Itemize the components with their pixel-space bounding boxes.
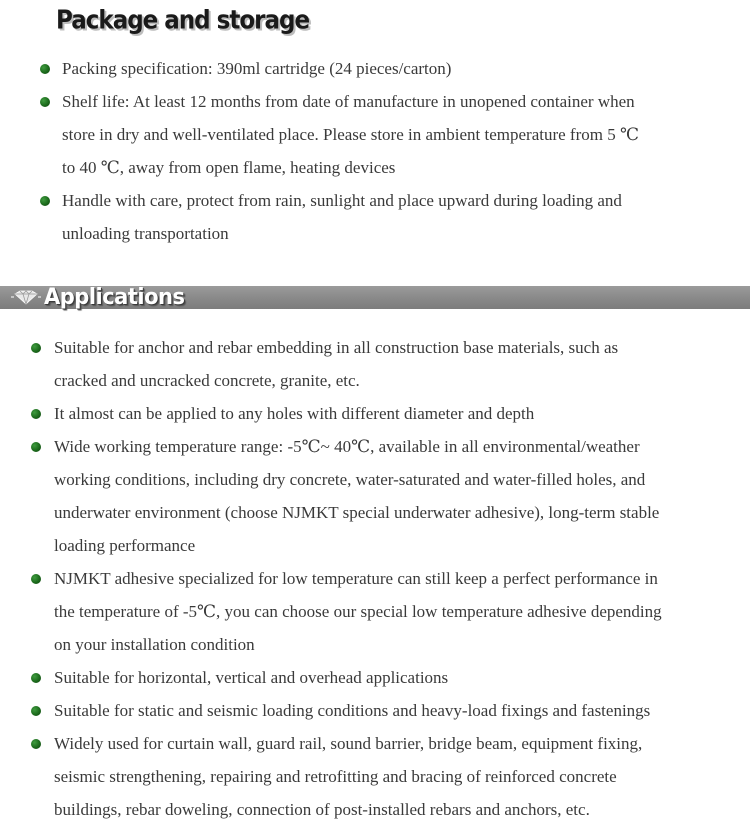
bullet-icon [31,673,41,683]
list-item [54,397,662,430]
list-item [62,52,639,85]
list-item [54,430,662,562]
list-item-text: buildings, rebar doweling, connection of post-installed rebars and anchors, etc. [54,800,590,819]
list-item-text: unloading transportation [62,224,229,243]
list-item-text: to 40 ℃, away from open flame, heating devices [62,158,396,177]
applications-heading: Applications [44,284,185,310]
bullet-icon [31,739,41,749]
list-item [54,661,662,694]
list-item-text: on your installation condition [54,635,255,654]
package-storage-list [62,52,639,250]
list-item [62,184,639,250]
list-item-text: Widely used for curtain wall, guard rail, sound barrier, bridge beam, equipment fixing, [54,734,643,753]
list-item-text: NJMKT adhesive specialized for low temperature can still keep a perfect performance in [54,569,658,588]
list-item [54,727,662,826]
bullet-icon [40,196,50,206]
list-item [62,85,639,184]
list-item-text: the temperature of -5℃, you can choose our special low temperature adhesive depending [54,602,662,621]
bullet-icon [31,706,41,716]
applications-list [54,331,662,826]
list-item-text: Wide working temperature range: -5℃~ 40℃, available in all environmental/weather [54,437,640,456]
list-item-text: Suitable for anchor and rebar embedding in all construction base materials, such as [54,338,619,357]
list-item-text: store in dry and well-ventilated place. Please store in ambient temperature from 5 ℃ [62,125,639,144]
bullet-icon [31,574,41,584]
applications-header-bar [0,286,750,309]
bullet-icon [40,97,50,107]
list-item-text: Handle with care, protect from rain, sunlight and place upward during loading and [62,191,622,210]
list-item-text: seismic strengthening, repairing and retrofitting and bracing of reinforced concrete [54,767,617,786]
list-item [54,694,662,727]
list-item-text: Suitable for horizontal, vertical and overhead applications [54,668,449,687]
bullet-icon [31,343,41,353]
package-storage-heading: Package and storage [56,6,310,36]
list-item-text: cracked and uncracked concrete, granite, etc. [54,371,360,390]
bullet-icon [31,442,41,452]
list-item-text: loading performance [54,536,196,555]
list-item-text: Shelf life: At least 12 months from date of manufacture in unopened container when [62,92,635,111]
bullet-icon [31,409,41,419]
diamond-icon [11,290,41,305]
list-item-text: Suitable for static and seismic loading conditions and heavy-load fixings and fastenings [54,701,651,720]
list-item-text: Packing specification: 390ml cartridge (24 pieces/carton) [62,59,452,78]
list-item-text: working conditions, including dry concrete, water-saturated and water-filled holes, and [54,470,646,489]
list-item-text: It almost can be applied to any holes with different diameter and depth [54,404,535,423]
bullet-icon [40,64,50,74]
list-item [54,331,662,397]
list-item [54,562,662,661]
list-item-text: underwater environment (choose NJMKT special underwater adhesive), long-term stable [54,503,660,522]
